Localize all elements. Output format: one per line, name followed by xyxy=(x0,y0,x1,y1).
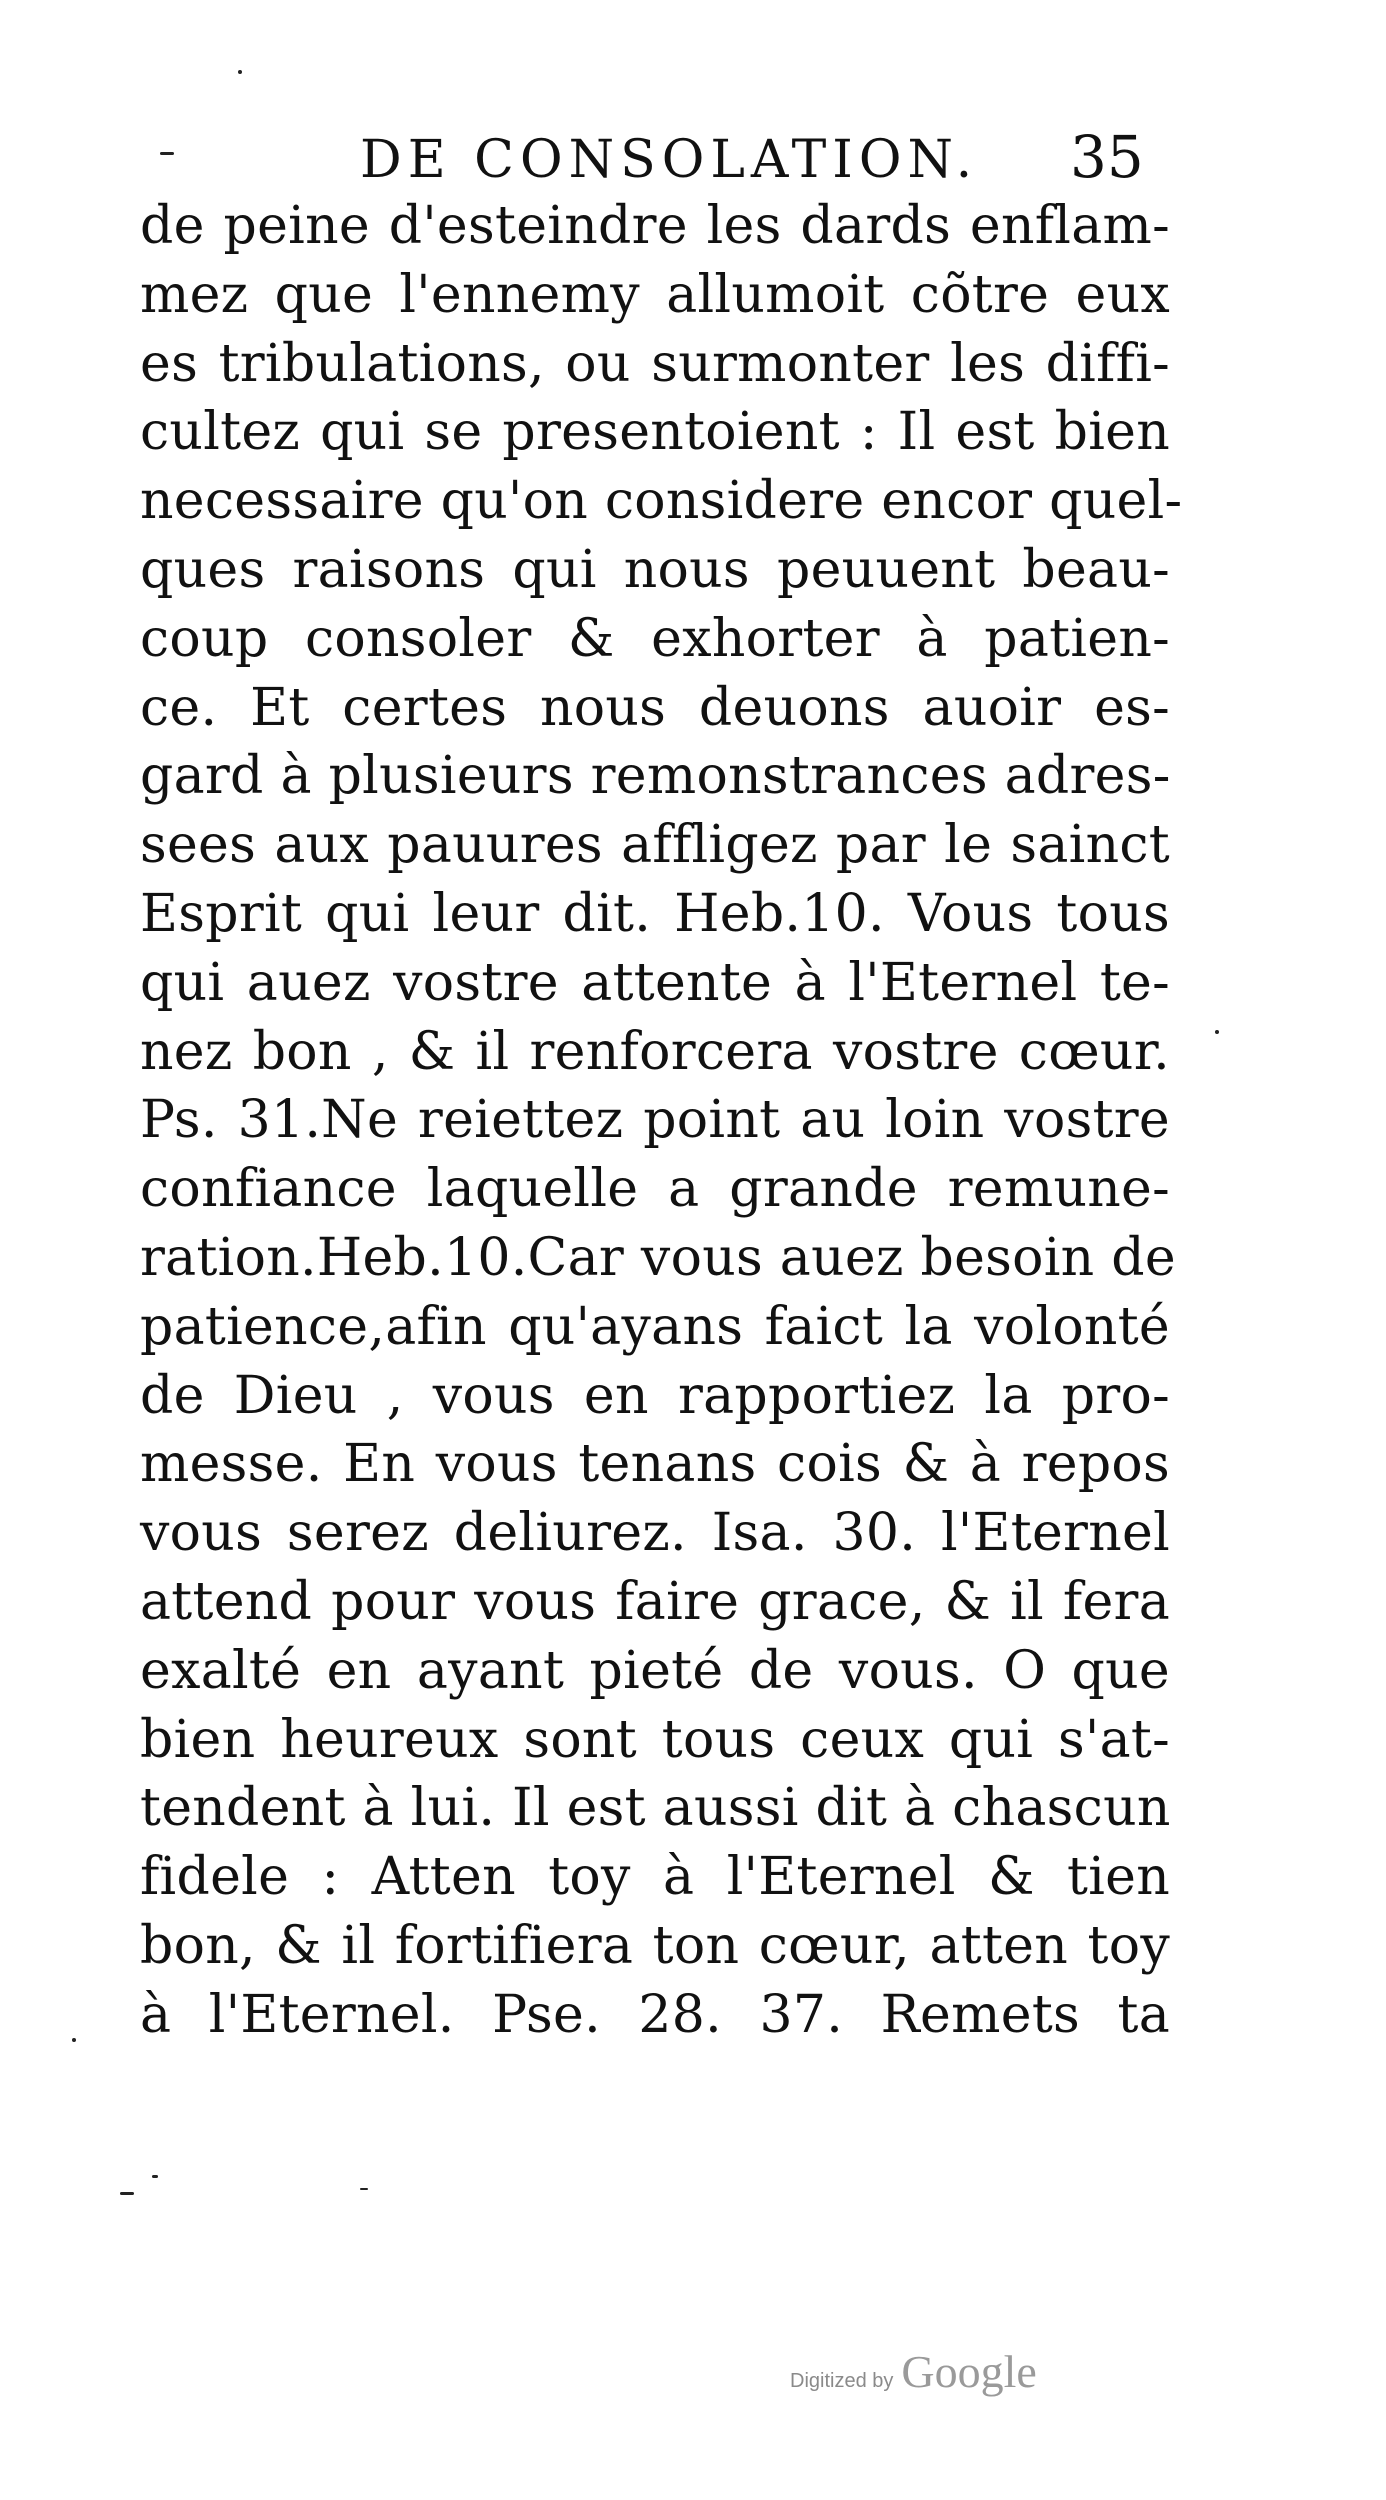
text-line: vous serez deliurez. Isa. 30. l'Eternel xyxy=(140,1503,1170,1564)
text-line: gard à plusieurs remonstrances adres- xyxy=(140,746,1171,807)
text-line: coup consoler & exhorter à patien- xyxy=(140,608,1170,669)
text-line: es tribulations, ou surmonter les diffi- xyxy=(140,333,1170,394)
text-line: confiance laquelle a grande remune- xyxy=(140,1159,1170,1220)
body-text xyxy=(140,192,1183,2050)
text-line: bien heureux sont tous ceux qui s'at- xyxy=(140,1709,1170,1770)
ink-speck xyxy=(238,70,242,74)
text-line: ce. Et certes nous deuons auoir es- xyxy=(140,677,1170,738)
text-line: tendent à lui. Il est aussi dit à chascun xyxy=(140,1778,1171,1839)
ink-speck xyxy=(160,152,174,155)
digitization-watermark xyxy=(790,2345,1110,2405)
text-line: ration.Heb.10.Car vous auez besoin de xyxy=(140,1227,1176,1288)
ink-speck xyxy=(120,2192,134,2195)
text-line: nez bon , & il renforcera vostre cœur. xyxy=(140,1021,1170,1082)
text-line: de peine d'esteindre les dards enflam- xyxy=(140,196,1170,256)
digitized-by-label: Digitized by xyxy=(790,2370,894,2392)
text-line: attend pour vous faire grace, & il fera xyxy=(140,1571,1170,1632)
ink-speck xyxy=(1215,1030,1219,1034)
text-line: fidele : Atten toy à l'Eternel & tien xyxy=(140,1847,1170,1908)
text-line: necessaire qu'on considere encor quel- xyxy=(140,471,1183,532)
text-line: bon, & il fortifiera ton cœur, atten toy xyxy=(140,1915,1170,1976)
text-line: ques raisons qui nous peuuent beau- xyxy=(140,539,1170,600)
ink-speck xyxy=(152,2175,158,2178)
running-head: DE CONSOLATION. xyxy=(360,130,979,190)
text-line: messe. En vous tenans cois & à repos xyxy=(140,1434,1170,1495)
text-line: Ps. 31.Ne reiettez point au loin vostre xyxy=(140,1090,1170,1151)
ink-speck xyxy=(360,2188,368,2190)
text-line: cultez qui se presentoient : Il est bien xyxy=(140,402,1170,463)
google-logo: Google xyxy=(901,2346,1037,2397)
text-line: mez que l'ennemy allumoit cõtre eux xyxy=(140,264,1170,325)
page-number: 35 xyxy=(1070,123,1144,191)
text-line: qui auez vostre attente à l'Eternel te- xyxy=(140,952,1170,1013)
text-line: de Dieu , vous en rapportiez la pro- xyxy=(140,1365,1170,1426)
text-line: à l'Eternel. Pse. 28. 37. Remets ta xyxy=(140,1984,1170,2045)
ink-speck xyxy=(72,2038,76,2042)
text-line: exalté en ayant pieté de vous. O que xyxy=(140,1640,1170,1701)
text-line: patience,afin qu'ayans faict la volonté xyxy=(140,1296,1170,1357)
text-line: Esprit qui leur dit. Heb.10. Vous tous xyxy=(140,883,1170,944)
text-line: sees aux pauures affligez par le sainct xyxy=(140,815,1170,876)
